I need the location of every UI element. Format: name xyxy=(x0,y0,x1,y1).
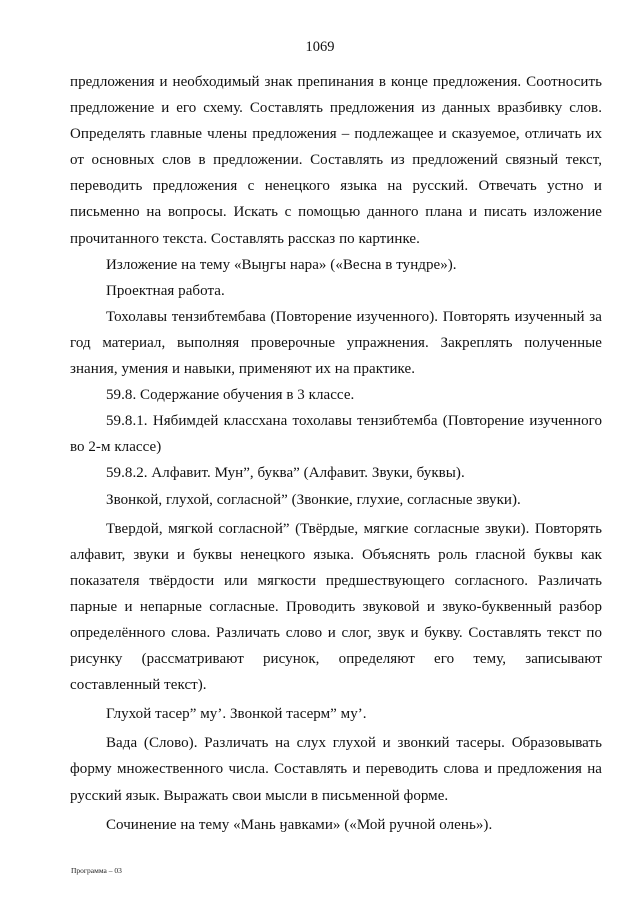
subsection-heading-59-8-1: 59.8.1. Нябимдей классхана тохолавы тензибтемба (Повторение изученного во 2-м классе) xyxy=(70,413,602,456)
paragraph-summary-topic: Изложение на тему «Выӈгы нара» («Весна в тундре»). xyxy=(106,256,457,273)
paragraph-hard-soft-consonants: Твердой, мягкой согласной” (Твёрдые, мягкие согласные звуки). Повторять алфавит, звуки и буквы ненецкого языка. Объяснять роль гласной буквы как показателя твёрдости или мягкости предшествующего согласного. Различать парные и непарные согласные. Проводить звуковой и звуко-буквенный разбор определённого слова. Различать слово и слог, звук и букву. Составлять текст по рисунку (рассматривают рисунок, определяют его тему, записывают составленный текст). xyxy=(70,520,602,694)
paragraph-word: Вада (Слово). Различать на слух глухой и звонкий тасеры. Образовывать форму множественного числа. Составлять и переводить слова и предложения на русский язык. Выражать свои мысли в письменной форме. xyxy=(70,735,602,804)
paragraph-project-work: Проектная работа. xyxy=(106,282,225,299)
paragraph-voiced-voiceless: Звонкой, глухой, согласной” (Звонкие, глухие, согласные звуки). xyxy=(106,491,521,508)
page-number: 1069 xyxy=(305,39,335,55)
paragraph-continuation: предложения и необходимый знак препинания в конце предложения. Соотносить предложение и его схему. Составлять предложения из данных вразбивку слов. Определять главные члены предложения – подлежащее и сказуемое, отличать их от основных слов в предложении. Составлять из предложений связный текст, переводить предложения с ненецкого языка на русский. Отвечать устно и письменно на вопросы. Искать с помощью данного плана и писать изложение прочитанного текста. Составлять рассказ по картинке. xyxy=(70,74,602,247)
paragraph-voiceless-voiced-taser: Глухой тасер” му’. Звонкой тасерм” му’. xyxy=(106,706,367,723)
paragraph-essay-topic: Сочинение на тему «Мань ӈавками» («Мой ручной олень»). xyxy=(106,816,493,833)
section-heading-grade-3: 59.8. Содержание обучения в 3 классе. xyxy=(106,387,355,404)
paragraph-review: Тохолавы тензибтембава (Повторение изученного). Повторять изученный за год материал, выполняя проверочные упражнения. Закреплять полученные знания, умения и навыки, применяют их на практике. xyxy=(70,308,602,378)
document-body xyxy=(70,69,602,838)
subsection-heading-59-8-2: 59.8.2. Алфавит. Мун”, буква” (Алфавит. Звуки, буквы). xyxy=(106,465,465,482)
footer-program-label: Программа – 03 xyxy=(71,866,122,875)
